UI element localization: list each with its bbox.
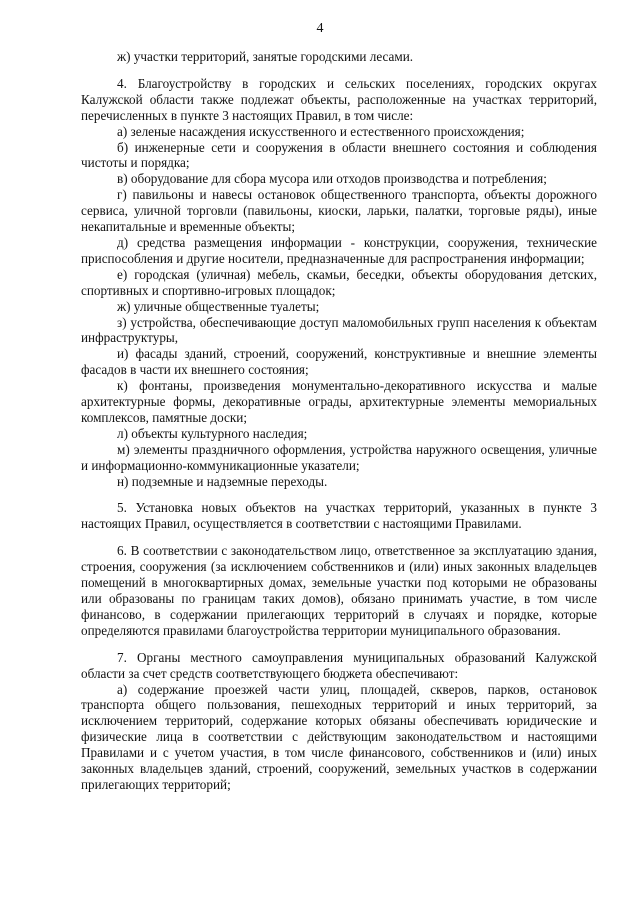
section-4-item-n: н) подземные и надземные переходы. [117,473,328,489]
section-7-item-a: а) содержание проезжей части улиц, площадей, скверов, парков, остановок транспорта общего пользования, пешеходных территорий и иных территорий, за исключением территорий, содержание которых обязаны обеспечивать юридические и физические лица в соответствии с действующим законодательством и настоящими Правилами и с учетом участия, в том числе финансового, собственников и (или) иных законных владельцев зданий, строений, сооружений, земельных участков в содержании прилегающих территорий; [81,681,597,792]
section-4-item-d: д) средства размещения информации - конструкции, сооружения, технические приспособления и другие носители, предназначенные для распространения информации; [81,234,597,266]
section-6: 6. В соответствии с законодательством лицо, ответственное за эксплуатацию здания, строения, сооружения (за исключением собственников и (или) иных законных владельцев помещений в многоквартирных домах, земельные участки под которыми не образованы или образованы по границам таких домов), обязано принимать участие, в том числе финансово, в содержании прилегающих территорий в случаях и порядке, которые определяются правилами благоустройства территории муниципального образования. [81,543,597,638]
section-4-item-zh: ж) уличные общественные туалеты; [117,298,320,314]
section-4-item-m: м) элементы праздничного оформления, устройства наружного освещения, уличные и информационно-коммуникационные указатели; [81,441,597,473]
section-4-item-z: з) устройства, обеспечивающие доступ маломобильных групп населения к объектам инфраструктуры, [81,314,597,346]
section-7-intro: 7. Органы местного самоуправления муниципальных образований Калужской области за счет средств соответствующего бюджета обеспечивают: [81,649,597,681]
page-number: 4 [316,21,324,36]
section-4-item-a: а) зеленые насаждения искусственного и естественного происхождения; [117,123,525,139]
section-4-item-g: г) павильоны и навесы остановок общественного транспорта, объекты дорожного сервиса, уличной торговли (павильоны, киоски, ларьки, палатки, торговые ряды), иные некапитальные и временные объекты; [81,187,597,235]
section-4-item-l: л) объекты культурного наследия; [117,425,308,441]
section-4-item-k: к) фонтаны, произведения монументально-декоративного искусства и малые архитектурные формы, декоративные ограды, архитектурные элементы мемориальных комплексов, памятные доски; [81,378,597,425]
section-4-item-e: е) городская (уличная) мебель, скамьи, беседки, объекты оборудования детских, спортивных и спортивно-игровых площадок; [81,266,597,298]
section-4-item-b: б) инженерные сети и сооружения в области внешнего состояния и соблюдения чистоты и порядка; [81,139,597,171]
section-5: 5. Установка новых объектов на участках территорий, указанных в пункте 3 настоящих Правил, осуществляется в соответствии с настоящими Правилами. [81,500,597,532]
section-4-item-i: и) фасады зданий, строений, сооружений, конструктивные и внешние элементы фасадов в части их внешнего состояния; [81,346,597,378]
section-4-intro: 4. Благоустройству в городских и сельских поселениях, городских округах Калужской области также подлежат объекты, расположенные на участках территорий, перечисленных в пункте 3 настоящих Правил, в том числе: [81,75,597,123]
document-body [81,49,597,793]
section-4-item-v: в) оборудование для сбора мусора или отходов производства и потребления; [117,171,547,187]
item-zh-forests: ж) участки территорий, занятые городскими лесами. [117,49,414,64]
